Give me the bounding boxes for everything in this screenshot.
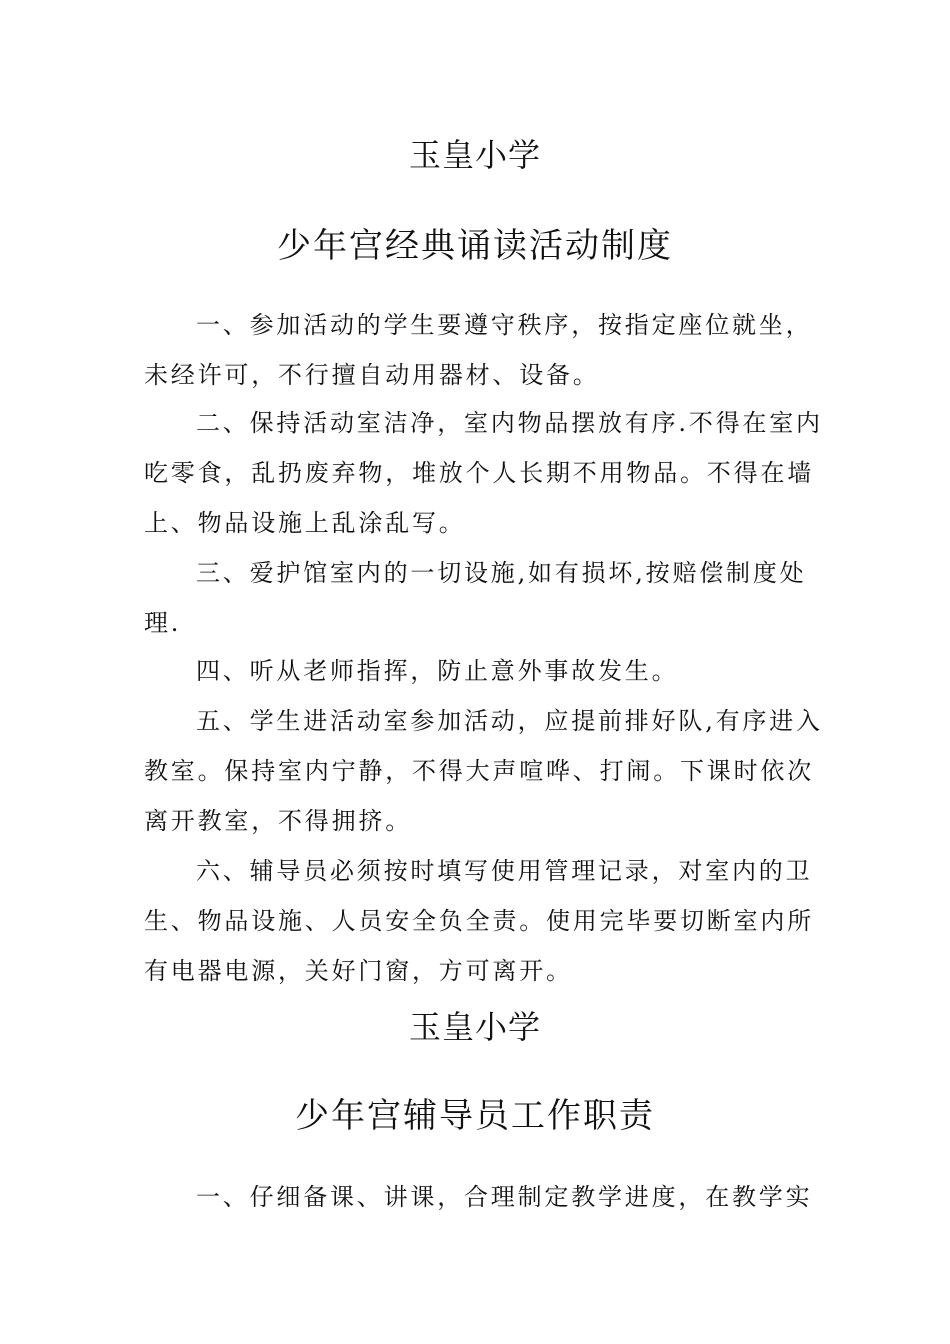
rule-5-line-3: 离开教室，不得拥挤。 xyxy=(144,807,412,835)
rule-2-line-1: 二、保持活动室洁净，室内物品摆放有序.不得在室内 xyxy=(196,409,823,437)
rule-6-line-3: 有电器电源，关好门窗，方可离开。 xyxy=(144,957,573,985)
rule-2-line-3: 上、物品设施上乱涂乱写。 xyxy=(144,509,466,537)
school-name-1: 玉皇小学 xyxy=(408,136,541,174)
school-name-2: 玉皇小学 xyxy=(408,1008,541,1046)
rule-3-line-2: 理. xyxy=(144,609,182,637)
rule-4-line-1: 四、听从老师指挥，防止意外事故发生。 xyxy=(196,657,679,685)
duties-title: 少年宫辅导员工作职责 xyxy=(295,1096,655,1136)
rule-1-line-2: 未经许可，不行擅自动用器材、设备。 xyxy=(144,361,600,389)
rule-6-line-1: 六、辅导员必须按时填写使用管理记录，对室内的卫 xyxy=(196,857,813,885)
rule-5-line-1: 五、学生进活动室参加活动，应提前排好队,有序进入 xyxy=(196,707,823,735)
duty-1-line-1: 一、仔细备课、讲课，合理制定教学进度，在教学实 xyxy=(196,1183,813,1211)
rule-5-line-2: 教室。保持室内宁静，不得大声喧哗、打闹。下课时依次 xyxy=(144,757,814,785)
rule-6-line-2: 生、物品设施、人员安全负全责。使用完毕要切断室内所 xyxy=(144,907,814,935)
rules-title: 少年宫经典诵读活动制度 xyxy=(277,226,673,266)
rule-1-line-1: 一、参加活动的学生要遵守秩序，按指定座位就坐， xyxy=(196,311,813,339)
rule-2-line-2: 吃零食，乱扔废弃物，堆放个人长期不用物品。不得在墙 xyxy=(144,459,814,487)
rule-3-line-1: 三、爱护馆室内的一切设施,如有损坏,按赔偿制度处 xyxy=(196,559,807,587)
